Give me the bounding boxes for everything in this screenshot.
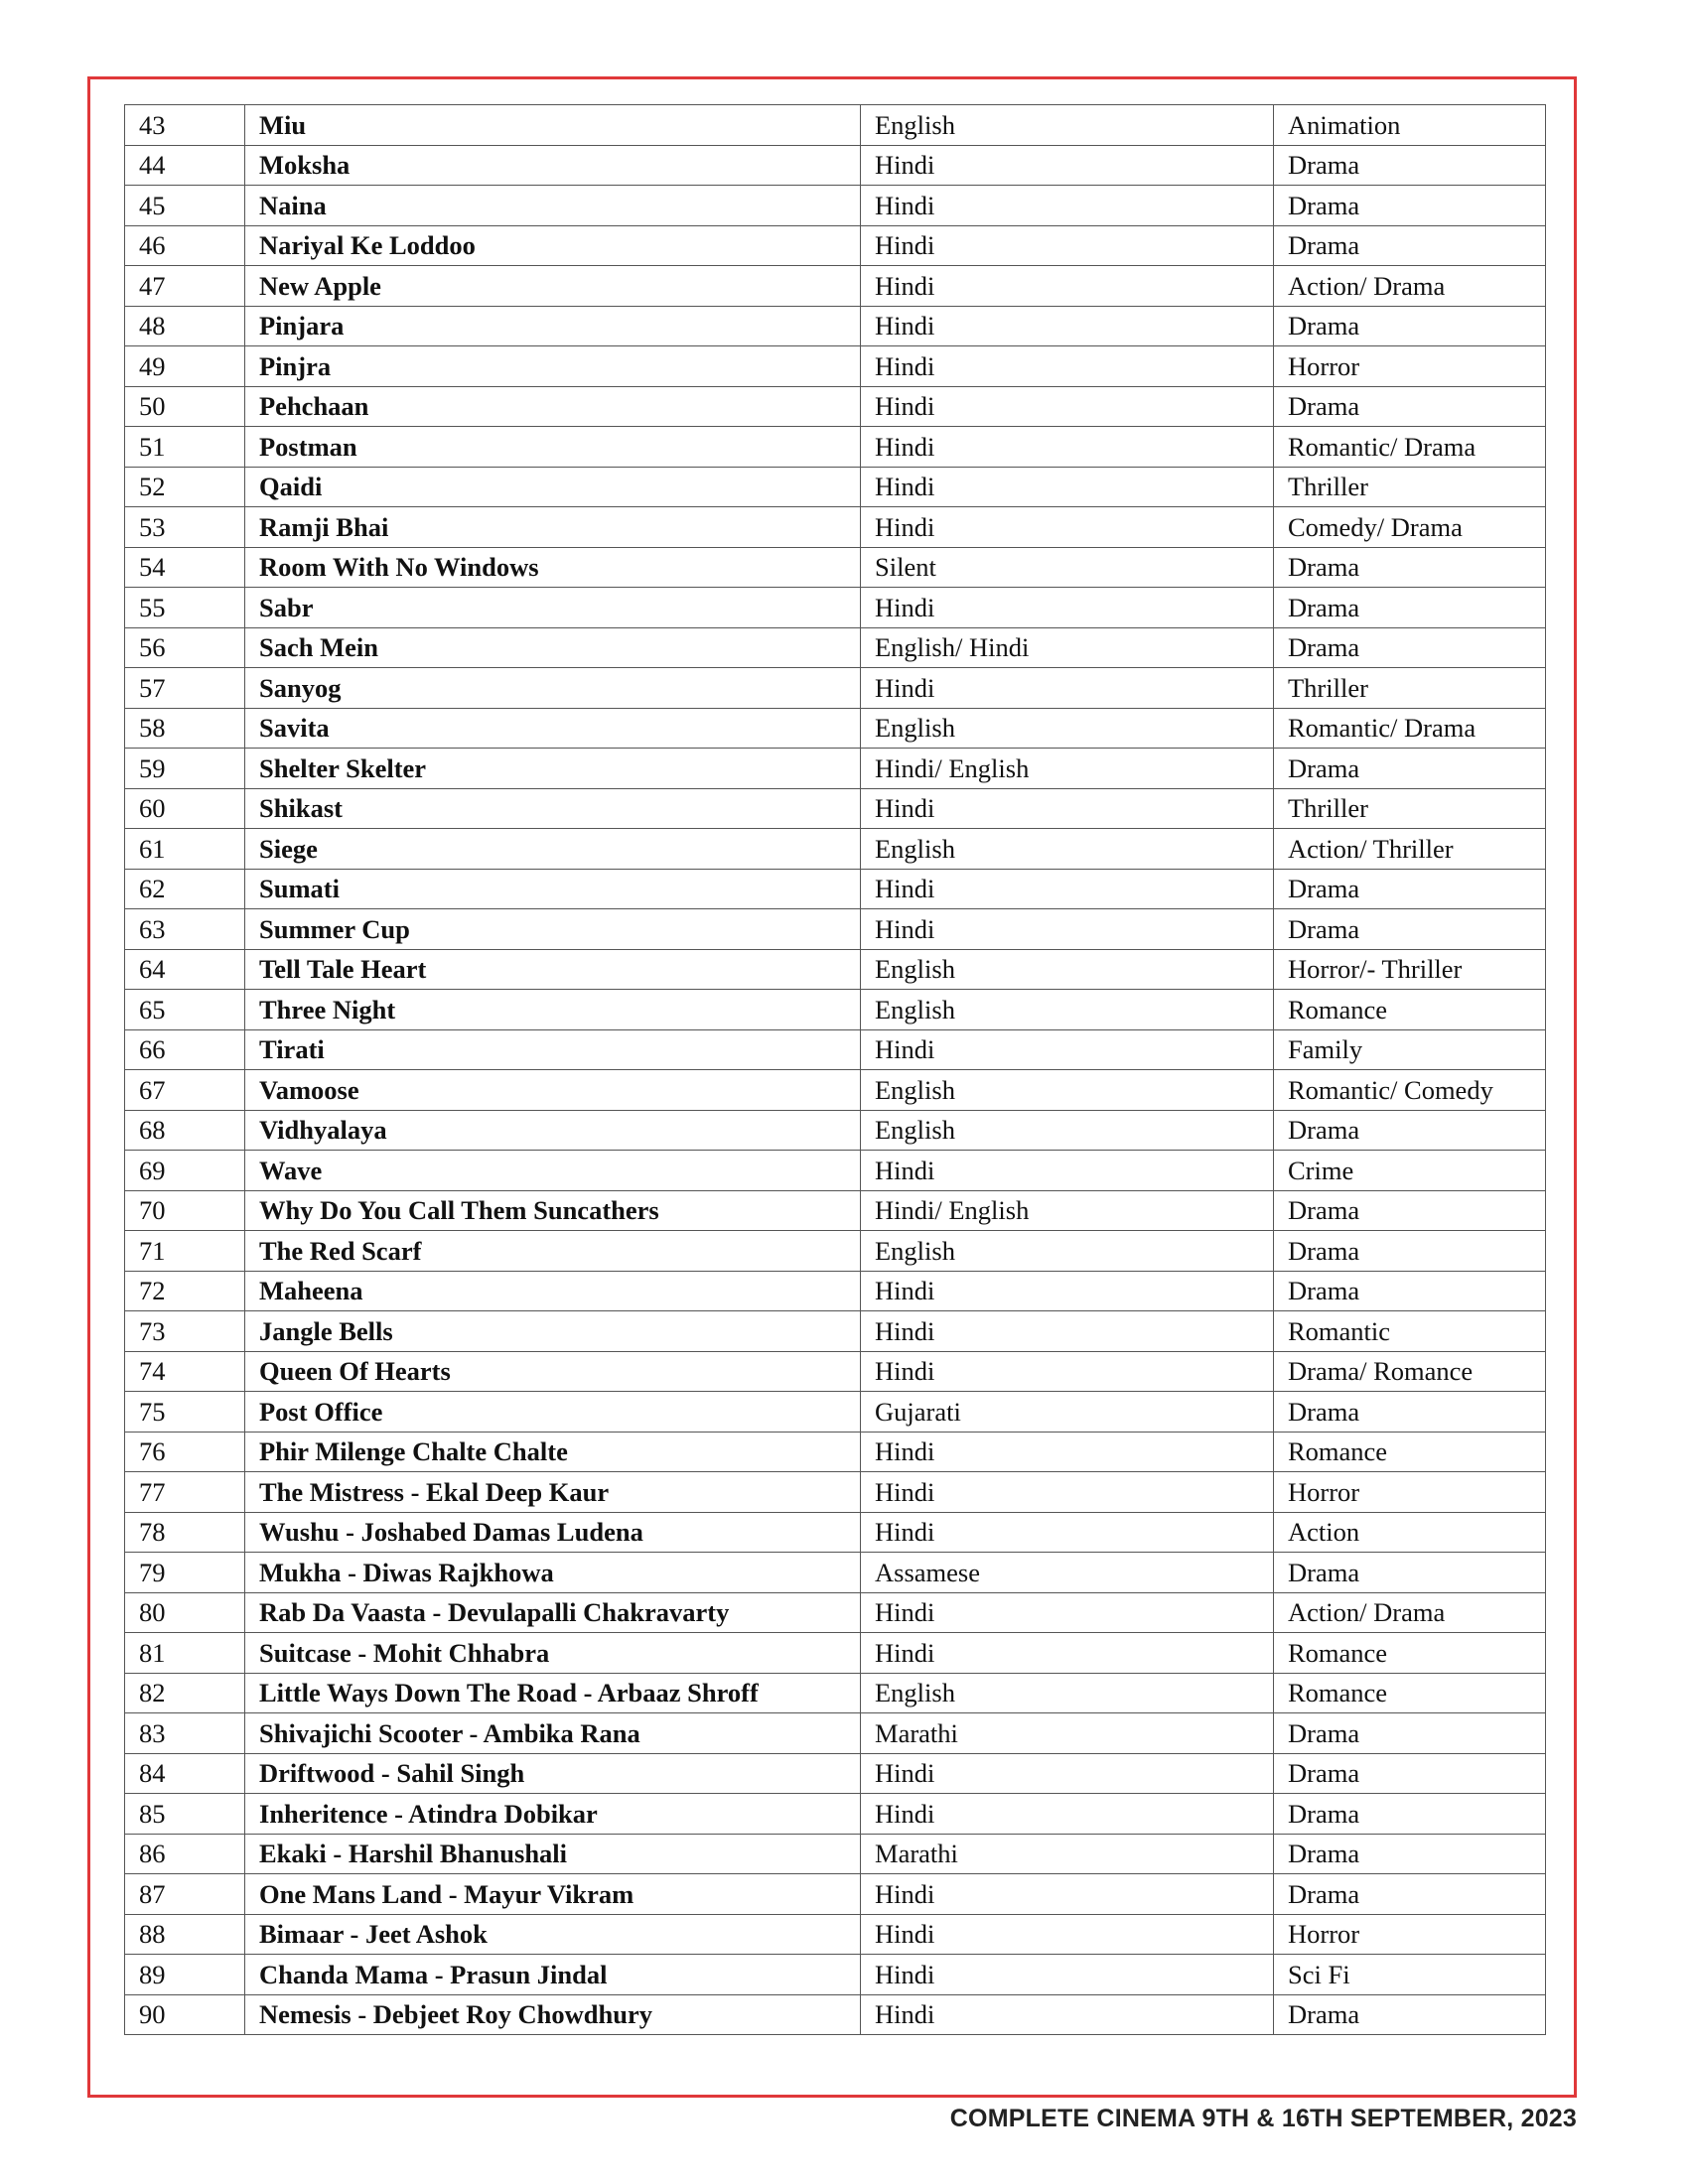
genre-cell: Drama [1274, 1392, 1546, 1433]
language-cell: Hindi [861, 1874, 1274, 1915]
film-title-cell: Nemesis - Debjeet Roy Chowdhury [245, 1994, 861, 2035]
genre-cell: Drama [1274, 186, 1546, 226]
film-list-body [125, 105, 1546, 2035]
genre-cell: Romance [1274, 1673, 1546, 1713]
row-number-cell: 52 [125, 467, 245, 507]
genre-cell: Horror [1274, 1914, 1546, 1955]
film-title-cell: Rab Da Vaasta - Devulapalli Chakravarty [245, 1592, 861, 1633]
row-number-cell: 83 [125, 1713, 245, 1754]
table-row [125, 386, 1546, 427]
table-row [125, 1472, 1546, 1513]
row-number-cell: 59 [125, 749, 245, 789]
genre-cell: Drama [1274, 1834, 1546, 1874]
row-number-cell: 63 [125, 909, 245, 950]
genre-cell: Comedy/ Drama [1274, 507, 1546, 548]
language-cell: Hindi [861, 1311, 1274, 1352]
genre-cell: Thriller [1274, 788, 1546, 829]
table-row [125, 1190, 1546, 1231]
film-title-cell: Suitcase - Mohit Chhabra [245, 1633, 861, 1674]
genre-cell: Drama [1274, 225, 1546, 266]
language-cell: Hindi [861, 1351, 1274, 1392]
row-number-cell: 62 [125, 869, 245, 909]
language-cell: Gujarati [861, 1392, 1274, 1433]
film-list-table [124, 104, 1546, 2035]
language-cell: Hindi [861, 386, 1274, 427]
row-number-cell: 77 [125, 1472, 245, 1513]
language-cell: Hindi [861, 467, 1274, 507]
language-cell: Hindi [861, 1633, 1274, 1674]
film-title-cell: Wave [245, 1151, 861, 1191]
table-row [125, 1311, 1546, 1352]
row-number-cell: 71 [125, 1231, 245, 1272]
genre-cell: Drama [1274, 1794, 1546, 1835]
film-title-cell: Naina [245, 186, 861, 226]
row-number-cell: 74 [125, 1351, 245, 1392]
row-number-cell: 50 [125, 386, 245, 427]
genre-cell: Romantic [1274, 1311, 1546, 1352]
language-cell: Marathi [861, 1834, 1274, 1874]
table-row [125, 1633, 1546, 1674]
film-title-cell: The Mistress - Ekal Deep Kaur [245, 1472, 861, 1513]
language-cell: Hindi/ English [861, 749, 1274, 789]
table-row [125, 1432, 1546, 1472]
language-cell: Hindi [861, 1151, 1274, 1191]
row-number-cell: 53 [125, 507, 245, 548]
film-title-cell: One Mans Land - Mayur Vikram [245, 1874, 861, 1915]
language-cell: Hindi [861, 1753, 1274, 1794]
genre-cell: Horror/- Thriller [1274, 949, 1546, 990]
language-cell: Hindi [861, 869, 1274, 909]
language-cell: English [861, 105, 1274, 146]
row-number-cell: 51 [125, 427, 245, 468]
film-title-cell: Mukha - Diwas Rajkhowa [245, 1553, 861, 1593]
language-cell: Hindi [861, 145, 1274, 186]
film-title-cell: Pehchaan [245, 386, 861, 427]
row-number-cell: 90 [125, 1994, 245, 2035]
film-title-cell: Siege [245, 829, 861, 870]
row-number-cell: 81 [125, 1633, 245, 1674]
film-title-cell: Phir Milenge Chalte Chalte [245, 1432, 861, 1472]
row-number-cell: 88 [125, 1914, 245, 1955]
table-row [125, 1914, 1546, 1955]
table-row [125, 1512, 1546, 1553]
genre-cell: Crime [1274, 1151, 1546, 1191]
film-title-cell: Miu [245, 105, 861, 146]
genre-cell: Action/ Drama [1274, 1592, 1546, 1633]
genre-cell: Drama [1274, 145, 1546, 186]
row-number-cell: 85 [125, 1794, 245, 1835]
row-number-cell: 54 [125, 547, 245, 588]
table-row [125, 1713, 1546, 1754]
film-title-cell: Sach Mein [245, 627, 861, 668]
genre-cell: Thriller [1274, 668, 1546, 709]
table-row [125, 467, 1546, 507]
language-cell: Hindi [861, 1029, 1274, 1070]
row-number-cell: 46 [125, 225, 245, 266]
table-row [125, 186, 1546, 226]
table-row [125, 1070, 1546, 1111]
film-title-cell: Little Ways Down The Road - Arbaaz Shroff [245, 1673, 861, 1713]
language-cell: Marathi [861, 1713, 1274, 1754]
language-cell: Hindi [861, 788, 1274, 829]
table-row [125, 708, 1546, 749]
row-number-cell: 64 [125, 949, 245, 990]
film-title-cell: Tell Tale Heart [245, 949, 861, 990]
row-number-cell: 82 [125, 1673, 245, 1713]
genre-cell: Drama [1274, 749, 1546, 789]
language-cell: Hindi [861, 1794, 1274, 1835]
table-row [125, 266, 1546, 307]
table-row [125, 829, 1546, 870]
footer-event-title: COMPLETE CINEMA 9TH & 16TH SEPTEMBER, 2023 [949, 2105, 1577, 2132]
film-title-cell: Why Do You Call Them Suncathers [245, 1190, 861, 1231]
table-row [125, 1271, 1546, 1311]
genre-cell: Drama [1274, 1553, 1546, 1593]
table-row [125, 788, 1546, 829]
language-cell: Hindi [861, 1914, 1274, 1955]
language-cell: Hindi [861, 1432, 1274, 1472]
genre-cell: Drama [1274, 1713, 1546, 1754]
language-cell: Hindi [861, 1994, 1274, 2035]
film-title-cell: Vamoose [245, 1070, 861, 1111]
table-row [125, 1231, 1546, 1272]
film-title-cell: Sanyog [245, 668, 861, 709]
table-row [125, 547, 1546, 588]
language-cell: Hindi [861, 266, 1274, 307]
genre-cell: Romantic/ Comedy [1274, 1070, 1546, 1111]
film-title-cell: Inheritence - Atindra Dobikar [245, 1794, 861, 1835]
genre-cell: Action/ Thriller [1274, 829, 1546, 870]
row-number-cell: 60 [125, 788, 245, 829]
language-cell: English [861, 949, 1274, 990]
language-cell: English [861, 1070, 1274, 1111]
language-cell: English [861, 1110, 1274, 1151]
table-row [125, 1874, 1546, 1915]
table-row [125, 627, 1546, 668]
genre-cell: Drama/ Romance [1274, 1351, 1546, 1392]
language-cell: Hindi [861, 507, 1274, 548]
row-number-cell: 73 [125, 1311, 245, 1352]
row-number-cell: 47 [125, 266, 245, 307]
film-title-cell: Pinjara [245, 306, 861, 346]
film-title-cell: Vidhyalaya [245, 1110, 861, 1151]
table-row [125, 1955, 1546, 1995]
genre-cell: Horror [1274, 1472, 1546, 1513]
language-cell: English [861, 708, 1274, 749]
film-title-cell: Shelter Skelter [245, 749, 861, 789]
film-title-cell: Savita [245, 708, 861, 749]
language-cell: English [861, 1673, 1274, 1713]
table-row [125, 1351, 1546, 1392]
row-number-cell: 86 [125, 1834, 245, 1874]
row-number-cell: 69 [125, 1151, 245, 1191]
language-cell: Hindi [861, 1955, 1274, 1995]
genre-cell: Sci Fi [1274, 1955, 1546, 1995]
film-title-cell: Queen Of Hearts [245, 1351, 861, 1392]
language-cell: Assamese [861, 1553, 1274, 1593]
row-number-cell: 75 [125, 1392, 245, 1433]
language-cell: English [861, 990, 1274, 1030]
film-title-cell: Wushu - Joshabed Damas Ludena [245, 1512, 861, 1553]
row-number-cell: 66 [125, 1029, 245, 1070]
table-row [125, 1673, 1546, 1713]
row-number-cell: 70 [125, 1190, 245, 1231]
genre-cell: Romance [1274, 990, 1546, 1030]
table-row [125, 507, 1546, 548]
row-number-cell: 43 [125, 105, 245, 146]
table-row [125, 1553, 1546, 1593]
genre-cell: Drama [1274, 1190, 1546, 1231]
film-title-cell: Ekaki - Harshil Bhanushali [245, 1834, 861, 1874]
genre-cell: Drama [1274, 1231, 1546, 1272]
genre-cell: Animation [1274, 105, 1546, 146]
row-number-cell: 57 [125, 668, 245, 709]
row-number-cell: 61 [125, 829, 245, 870]
row-number-cell: 56 [125, 627, 245, 668]
table-row [125, 588, 1546, 628]
film-title-cell: Chanda Mama - Prasun Jindal [245, 1955, 861, 1995]
table-row [125, 306, 1546, 346]
table-row [125, 1029, 1546, 1070]
row-number-cell: 87 [125, 1874, 245, 1915]
table-row [125, 1110, 1546, 1151]
language-cell: English [861, 829, 1274, 870]
genre-cell: Drama [1274, 547, 1546, 588]
row-number-cell: 49 [125, 346, 245, 387]
genre-cell: Drama [1274, 588, 1546, 628]
language-cell: Hindi [861, 588, 1274, 628]
row-number-cell: 72 [125, 1271, 245, 1311]
table-row [125, 1592, 1546, 1633]
genre-cell: Drama [1274, 869, 1546, 909]
film-title-cell: Moksha [245, 145, 861, 186]
table-row [125, 909, 1546, 950]
row-number-cell: 68 [125, 1110, 245, 1151]
film-title-cell: Sabr [245, 588, 861, 628]
language-cell: English [861, 1231, 1274, 1272]
genre-cell: Family [1274, 1029, 1546, 1070]
genre-cell: Action/ Drama [1274, 266, 1546, 307]
film-title-cell: Shikast [245, 788, 861, 829]
film-title-cell: Post Office [245, 1392, 861, 1433]
film-title-cell: Tirati [245, 1029, 861, 1070]
table-row [125, 1994, 1546, 2035]
genre-cell: Drama [1274, 1110, 1546, 1151]
genre-cell: Romance [1274, 1633, 1546, 1674]
film-title-cell: Maheena [245, 1271, 861, 1311]
genre-cell: Drama [1274, 1271, 1546, 1311]
table-row [125, 990, 1546, 1030]
language-cell: Hindi [861, 1472, 1274, 1513]
genre-cell: Drama [1274, 1994, 1546, 2035]
genre-cell: Drama [1274, 1753, 1546, 1794]
table-row [125, 1834, 1546, 1874]
language-cell: English/ Hindi [861, 627, 1274, 668]
film-title-cell: Driftwood - Sahil Singh [245, 1753, 861, 1794]
film-title-cell: Summer Cup [245, 909, 861, 950]
row-number-cell: 65 [125, 990, 245, 1030]
film-title-cell: Ramji Bhai [245, 507, 861, 548]
row-number-cell: 55 [125, 588, 245, 628]
genre-cell: Drama [1274, 1874, 1546, 1915]
genre-cell: Drama [1274, 909, 1546, 950]
film-title-cell: Nariyal Ke Loddoo [245, 225, 861, 266]
table-row [125, 1753, 1546, 1794]
language-cell: Hindi [861, 1592, 1274, 1633]
row-number-cell: 79 [125, 1553, 245, 1593]
language-cell: Hindi [861, 186, 1274, 226]
table-row [125, 749, 1546, 789]
row-number-cell: 58 [125, 708, 245, 749]
genre-cell: Horror [1274, 346, 1546, 387]
genre-cell: Action [1274, 1512, 1546, 1553]
row-number-cell: 45 [125, 186, 245, 226]
row-number-cell: 67 [125, 1070, 245, 1111]
table-row [125, 869, 1546, 909]
language-cell: Hindi [861, 909, 1274, 950]
language-cell: Silent [861, 547, 1274, 588]
table-row [125, 1151, 1546, 1191]
film-title-cell: The Red Scarf [245, 1231, 861, 1272]
table-row [125, 949, 1546, 990]
language-cell: Hindi [861, 225, 1274, 266]
language-cell: Hindi [861, 668, 1274, 709]
row-number-cell: 78 [125, 1512, 245, 1553]
row-number-cell: 84 [125, 1753, 245, 1794]
film-title-cell: Sumati [245, 869, 861, 909]
genre-cell: Drama [1274, 306, 1546, 346]
row-number-cell: 76 [125, 1432, 245, 1472]
language-cell: Hindi [861, 1271, 1274, 1311]
table-row [125, 668, 1546, 709]
genre-cell: Romantic/ Drama [1274, 708, 1546, 749]
table-row [125, 225, 1546, 266]
film-title-cell: Bimaar - Jeet Ashok [245, 1914, 861, 1955]
film-title-cell: Jangle Bells [245, 1311, 861, 1352]
film-title-cell: Shivajichi Scooter - Ambika Rana [245, 1713, 861, 1754]
table-row [125, 427, 1546, 468]
row-number-cell: 48 [125, 306, 245, 346]
table-row [125, 105, 1546, 146]
genre-cell: Thriller [1274, 467, 1546, 507]
genre-cell: Drama [1274, 386, 1546, 427]
film-title-cell: Three Night [245, 990, 861, 1030]
table-row [125, 1794, 1546, 1835]
row-number-cell: 44 [125, 145, 245, 186]
table-row [125, 145, 1546, 186]
row-number-cell: 80 [125, 1592, 245, 1633]
film-title-cell: Room With No Windows [245, 547, 861, 588]
language-cell: Hindi/ English [861, 1190, 1274, 1231]
film-title-cell: New Apple [245, 266, 861, 307]
film-title-cell: Pinjra [245, 346, 861, 387]
genre-cell: Romantic/ Drama [1274, 427, 1546, 468]
table-row [125, 1392, 1546, 1433]
language-cell: Hindi [861, 306, 1274, 346]
genre-cell: Drama [1274, 627, 1546, 668]
genre-cell: Romance [1274, 1432, 1546, 1472]
film-title-cell: Qaidi [245, 467, 861, 507]
row-number-cell: 89 [125, 1955, 245, 1995]
language-cell: Hindi [861, 427, 1274, 468]
table-row [125, 346, 1546, 387]
language-cell: Hindi [861, 346, 1274, 387]
language-cell: Hindi [861, 1512, 1274, 1553]
film-title-cell: Postman [245, 427, 861, 468]
